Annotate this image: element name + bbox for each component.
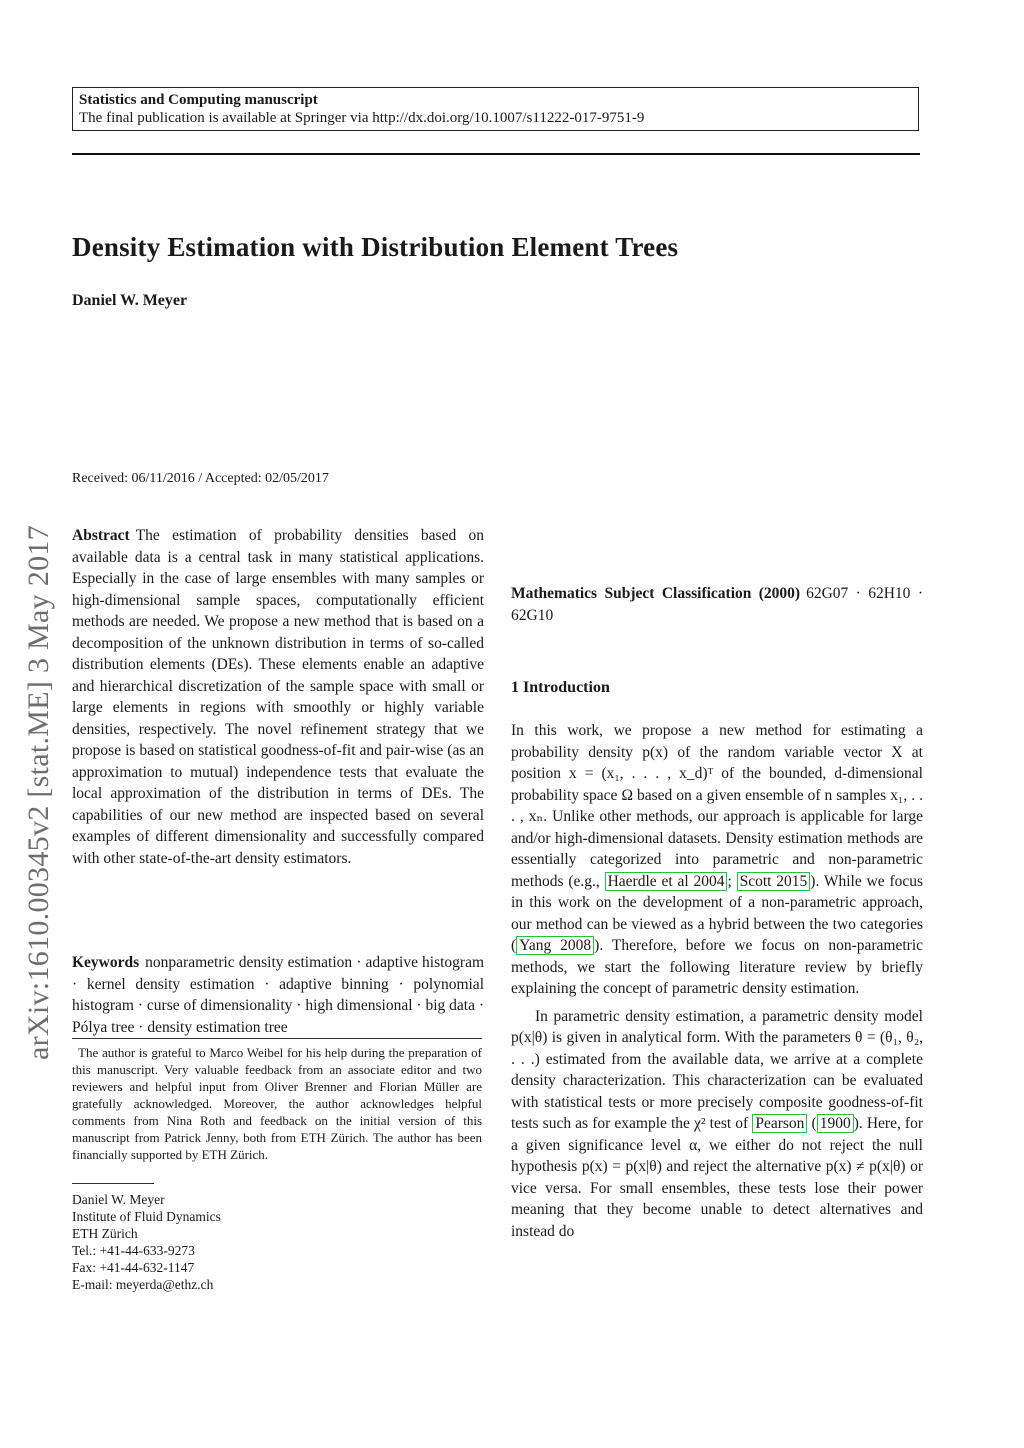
address-rule bbox=[72, 1183, 154, 1184]
journal-header-box bbox=[72, 87, 919, 131]
intro-p1-text-a: In this work, we propose a new method for estimating a probability density p(x) of the random variable vector X at position x = (x₁, . . . , x_d)ᵀ of the bounded, d-dimensional probability space Ω based on a given ensemble of n samples x₁, . . . , xₙ. Unlike other methods, our approach is applicable for large and/or high-dimensional datasets. Density estimation methods are essentially categorized into parametric and non-parametric methods (e.g., bbox=[511, 722, 923, 890]
citation-yang[interactable] bbox=[516, 936, 594, 955]
intro-p1-text-b: ). While we focus in this work on the development of a non-parametric approach, our method can be viewed as a hybrid between the two categories ( bbox=[511, 872, 924, 954]
intro-p2-text-b: ). Here, for a given significance level α, we either do not reject the null hypothesis p(x) = p(x|θ) and reject the alternative p(x) ≠ p(x|θ) or vice versa. For small ensembles, these tests lose their power meaning that they become unable to detect alternatives and instead do bbox=[511, 1115, 924, 1240]
keywords-heading: Keywords bbox=[72, 954, 140, 971]
citation-pearson-year[interactable]: 1900 bbox=[817, 1114, 854, 1133]
intro-paragraph-2: In parametric density estimation, a parametric density model p(x|θ) is given in analytical form. With the parameters θ = (θ₁, θ₂, . . .) estimated from the available data, we arrive at a complete density characterization. This characterization can be evaluated with statistical tests or more precisely composite goodness-of-fit tests such as for example the χ² test of Pearson ( 1900 ). Here, for a given significance level α, we either do not reject the null hypothesis p(x) = p(x|θ) and reject the alternative p(x) ≠ p(x|θ) or vice versa. For small ensembles, these tests lose their power meaning that they become unable to detect alternatives and instead do bbox=[511, 1007, 924, 1240]
citation-scott-year: 2015 bbox=[776, 872, 808, 890]
paper-title: Density Estimation with Distribution Element Trees bbox=[72, 232, 679, 262]
intro-paragraph-1 bbox=[511, 720, 923, 1000]
msc-heading: Mathematics Subject Classification (2000) bbox=[511, 585, 801, 602]
citation-haerdle-year: 2004 bbox=[693, 872, 725, 890]
address-tel: Tel.: +41-44-633-9273 bbox=[72, 1243, 195, 1258]
abstract-text: The estimation of probability densities based on available data is a central task in many statistical applications. Especially in the case of large ensembles with many samples or high-dimensional sample spaces, computationally efficient methods are needed. We propose a new method that is based on a decomposition of the unknown distribution in terms of so-called distribution elements (DEs). These elements enable an adaptive and hierarchical discretization of the sample space with small or large elements in regions with smoothly or highly variable densities, respectively. The novel refinement strategy that we propose is based on statistical goodness-of-fit and pair-wise (as an approximation to mutual) independence tests that evaluate the local approximation of the distribution in terms of DEs. The capabilities of our new method are inspected based on several examples of different dimensionality and successfully compared with other state-of-the-art density estimators. bbox=[72, 527, 484, 867]
citation-haerdle-author: Haerdle et al bbox=[607, 872, 689, 890]
arxiv-stamp: arXiv:1610.00345v2 [stat.ME] 3 May 2017 bbox=[22, 525, 55, 1060]
acknowledgment-footnote: The author is grateful to Marco Weibel for his help during the preparation of this manuscript. Very valuable feedback from an associate editor and two reviewers and helpful input from Oliver Brenner and Florian Müller are gratefully acknowledged. Moreover, the author acknowledges helpful comments from Nina Roth and feedback on the initial version of this manuscript from Patrick Jenny, both from ETH Zürich. The author has been financially supported by ETH Zürich. bbox=[72, 1045, 482, 1162]
author-address bbox=[72, 1191, 372, 1293]
journal-name: Statistics and Computing manuscript bbox=[79, 92, 318, 108]
section-heading-introduction: 1 Introduction bbox=[511, 679, 610, 696]
address-institute: Institute of Fluid Dynamics bbox=[72, 1209, 221, 1224]
address-email[interactable]: E-mail: meyerda@ethz.ch bbox=[72, 1277, 214, 1292]
citation-scott[interactable] bbox=[737, 872, 811, 891]
address-university: ETH Zürich bbox=[72, 1226, 138, 1241]
citation-pearson-author[interactable]: Pearson bbox=[752, 1114, 807, 1133]
msc-block bbox=[511, 583, 923, 626]
intro-p1-text-c: ). Therefore, before we focus on non-parametric methods, we start the following literature review by briefly explaining the concept of parametric density estimation. bbox=[511, 937, 923, 997]
citation-haerdle[interactable] bbox=[605, 872, 728, 891]
abstract-heading: Abstract bbox=[72, 527, 130, 544]
header-rule bbox=[72, 153, 920, 155]
citation-scott-author: Scott bbox=[739, 872, 772, 890]
keywords-block bbox=[72, 952, 484, 1038]
introduction-body bbox=[511, 720, 923, 1242]
footnote-rule bbox=[72, 1038, 482, 1039]
keywords-text: nonparametric density estimation · adaptive histogram · kernel density estimation · adaptive binning · polynomial histogram · curse of dimensionality · high dimensional · big data · Pólya tree · density estimation tree bbox=[72, 954, 484, 1036]
msc-text: 62G07 · 62H10 · 62G10 bbox=[511, 585, 923, 624]
intro-p2-text-a: In parametric density estimation, a parametric density model p(x|θ) is given in analytical form. With the parameters θ = (θ₁, θ₂, . . .) estimated from the available data, we arrive at a complete density characterization. This characterization can be evaluated with statistical tests or more precisely composite goodness-of-fit tests such as for example the χ² test of bbox=[511, 1007, 923, 1132]
paper-author: Daniel W. Meyer bbox=[72, 292, 188, 309]
citation-separator: ; bbox=[727, 872, 737, 890]
address-name: Daniel W. Meyer bbox=[72, 1192, 165, 1207]
address-fax: Fax: +41-44-632-1147 bbox=[72, 1260, 195, 1275]
citation-yang-year: 2008 bbox=[560, 937, 592, 954]
citation-yang-author: Yang bbox=[519, 937, 552, 954]
publication-note[interactable]: The final publication is available at Springer via http://dx.doi.org/10.1007/s11222-017-9751-9 bbox=[79, 110, 645, 126]
abstract-block bbox=[72, 525, 484, 869]
received-accepted-dates: Received: 06/11/2016 / Accepted: 02/05/2017 bbox=[72, 471, 329, 486]
